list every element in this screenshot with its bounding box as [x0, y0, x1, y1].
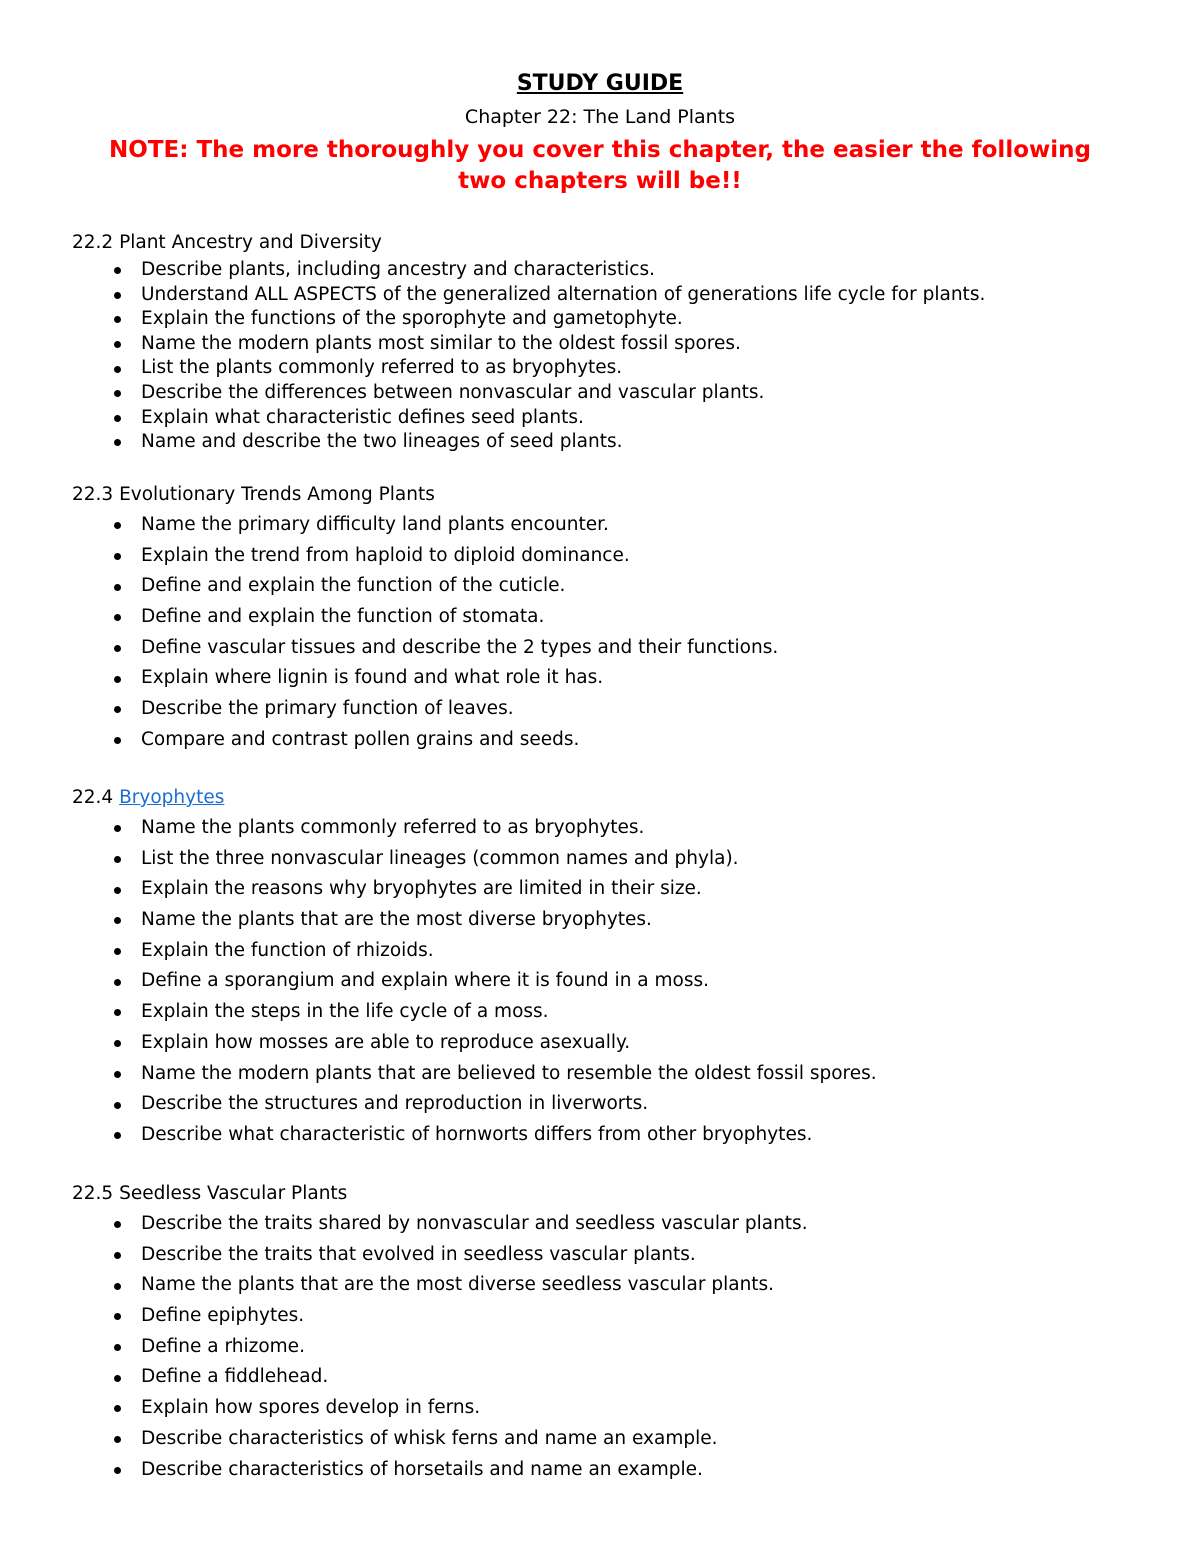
bullet-icon [114, 522, 121, 529]
list-item [72, 694, 1152, 725]
list-item-text: Name the plants commonly referred to as bryophytes. [141, 817, 645, 838]
bullet-icon [114, 1071, 121, 1078]
bullet-icon [114, 584, 121, 591]
section-heading: 22.2 Plant Ancestry and Diversity [72, 232, 382, 253]
note-line-2: two chapters will be!! [458, 168, 742, 194]
bullet-icon [114, 415, 121, 422]
bullet-icon [114, 948, 121, 955]
bullet-icon [114, 1313, 121, 1320]
list-item-text: Describe the traits that evolved in seedless vascular plants. [141, 1243, 696, 1265]
bryophytes-link[interactable]: Bryophytes [119, 787, 225, 808]
bullet-icon [114, 1009, 121, 1016]
bullet-icon [114, 979, 121, 986]
list-item [72, 1028, 1152, 1059]
bullet-icon [114, 1467, 121, 1474]
list-item-text: Explain what characteristic defines seed plants. [141, 406, 584, 428]
page-title: STUDY GUIDE [516, 71, 684, 96]
list-item-text: Define vascular tissues and describe the 2 types and their functions. [141, 636, 779, 658]
bullet-icon [114, 316, 121, 323]
list-item-text: Explain the steps in the life cycle of a moss. [141, 1001, 549, 1023]
list-item [72, 406, 1152, 431]
list-item-text: Explain how spores develop in ferns. [141, 1397, 481, 1419]
list-item-text: Understand ALL ASPECTS of the generalized alternation of generations life cycle for plants. [141, 283, 986, 305]
list-item [72, 381, 1152, 406]
bullet-icon [114, 1132, 121, 1139]
section-22-2 [72, 228, 1152, 455]
bullet-icon [114, 917, 121, 924]
list-item [72, 510, 1152, 541]
list-item [72, 1362, 1152, 1393]
objective-list [72, 1209, 1152, 1485]
objective-list [72, 510, 1152, 756]
objective-list [72, 258, 1152, 455]
bullet-icon [114, 1102, 121, 1109]
list-item-text: Define a sporangium and explain where it is found in a moss. [141, 970, 710, 992]
section-22-5 [72, 1179, 1152, 1485]
list-item-text: Define and explain the function of the cuticle. [141, 575, 566, 597]
list-item [72, 1393, 1152, 1424]
list-item-text: Define a rhizome. [141, 1335, 305, 1357]
list-item-text: Explain the reasons why bryophytes are limited in their size. [141, 878, 702, 900]
list-item-text: Explain the function of rhizoids. [141, 939, 434, 961]
list-item [72, 356, 1152, 381]
list-item-text: Describe the structures and reproduction in liverworts. [141, 1093, 649, 1115]
section-heading [72, 783, 1152, 813]
section-22-4 [72, 783, 1152, 1151]
list-item-text: Describe plants, including ancestry and characteristics. [141, 259, 655, 280]
list-item [72, 541, 1152, 572]
list-item [72, 258, 1152, 283]
bullet-icon [114, 676, 121, 683]
list-item [72, 283, 1152, 308]
list-item-text: Explain how mosses are able to reproduce asexually. [141, 1031, 631, 1053]
bullet-icon [114, 366, 121, 373]
bullet-icon [114, 439, 121, 446]
list-item-text: Describe characteristics of horsetails and name an example. [141, 1458, 703, 1480]
list-item-text: Describe the differences between nonvascular and vascular plants. [141, 381, 765, 403]
bullet-icon [114, 706, 121, 713]
list-item [72, 571, 1152, 602]
list-item [72, 633, 1152, 664]
list-item [72, 1059, 1152, 1090]
list-item-text: Describe what characteristic of hornworts differs from other bryophytes. [141, 1123, 813, 1145]
list-item [72, 1332, 1152, 1363]
bullet-icon [114, 390, 121, 397]
list-item [72, 332, 1152, 357]
list-item-text: Describe the traits shared by nonvascular and seedless vascular plants. [141, 1213, 808, 1234]
list-item [72, 1455, 1152, 1486]
bullet-icon [114, 887, 121, 894]
list-item-text: List the three nonvascular lineages (common names and phyla). [141, 847, 739, 869]
list-item [72, 813, 1152, 844]
bullet-icon [114, 341, 121, 348]
list-item-text: Name the primary difficulty land plants encounter. [141, 514, 609, 535]
bullet-icon [114, 292, 121, 299]
list-item [72, 1424, 1152, 1455]
bullet-icon [114, 1436, 121, 1443]
list-item [72, 1301, 1152, 1332]
list-item-text: Name and describe the two lineages of seed plants. [141, 431, 623, 453]
list-item [72, 844, 1152, 875]
bullet-icon [114, 737, 121, 744]
list-item-text: Define and explain the function of stomata. [141, 606, 545, 628]
list-item-text: Explain the trend from haploid to diploid dominance. [141, 544, 630, 566]
list-item [72, 1270, 1152, 1301]
list-item-text: Explain the functions of the sporophyte and gametophyte. [141, 308, 683, 330]
bullet-icon [114, 553, 121, 560]
list-item [72, 1209, 1152, 1240]
bullet-icon [114, 856, 121, 863]
bullet-icon [114, 1221, 121, 1228]
list-item [72, 1089, 1152, 1120]
bullet-icon [114, 1344, 121, 1351]
bullet-icon [114, 267, 121, 274]
list-item [72, 725, 1152, 756]
bullet-icon [114, 825, 121, 832]
list-item-text: Name the plants that are the most diverse seedless vascular plants. [141, 1274, 775, 1296]
bullet-icon [114, 614, 121, 621]
list-item [72, 602, 1152, 633]
bullet-icon [114, 1283, 121, 1290]
list-item [72, 905, 1152, 936]
section-heading: 22.5 Seedless Vascular Plants [72, 1183, 348, 1204]
list-item-text: Define epiphytes. [141, 1305, 305, 1327]
section-22-3 [72, 480, 1152, 756]
list-item-text: List the plants commonly referred to as bryophytes. [141, 357, 623, 379]
list-item [72, 1240, 1152, 1271]
list-item-text: Compare and contrast pollen grains and seeds. [141, 728, 580, 750]
bullet-icon [114, 645, 121, 652]
bullet-icon [114, 1252, 121, 1259]
list-item [72, 997, 1152, 1028]
bullet-icon [114, 1040, 121, 1047]
list-item [72, 430, 1152, 455]
chapter-subtitle: Chapter 22: The Land Plants [464, 106, 736, 128]
list-item [72, 307, 1152, 332]
bullet-icon [114, 1405, 121, 1412]
list-item-text: Describe characteristics of whisk ferns and name an example. [141, 1427, 718, 1449]
list-item [72, 663, 1152, 694]
section-number: 22.4 [72, 787, 114, 808]
list-item [72, 1120, 1152, 1151]
list-item-text: Define a fiddlehead. [141, 1366, 329, 1388]
list-item [72, 936, 1152, 967]
list-item-text: Name the modern plants most similar to the oldest fossil spores. [141, 332, 741, 354]
chapter-note [80, 135, 1120, 197]
bullet-icon [114, 1375, 121, 1382]
section-heading: 22.3 Evolutionary Trends Among Plants [72, 484, 435, 505]
list-item [72, 874, 1152, 905]
objective-list [72, 813, 1152, 1151]
note-line-1: NOTE: The more thoroughly you cover this chapter, the easier the following [109, 137, 1091, 163]
list-item-text: Describe the primary function of leaves. [141, 698, 514, 720]
list-item-text: Name the plants that are the most diverse bryophytes. [141, 909, 652, 931]
list-item [72, 966, 1152, 997]
list-item-text: Explain where lignin is found and what role it has. [141, 667, 604, 689]
list-item-text: Name the modern plants that are believed to resemble the oldest fossil spores. [141, 1062, 877, 1084]
